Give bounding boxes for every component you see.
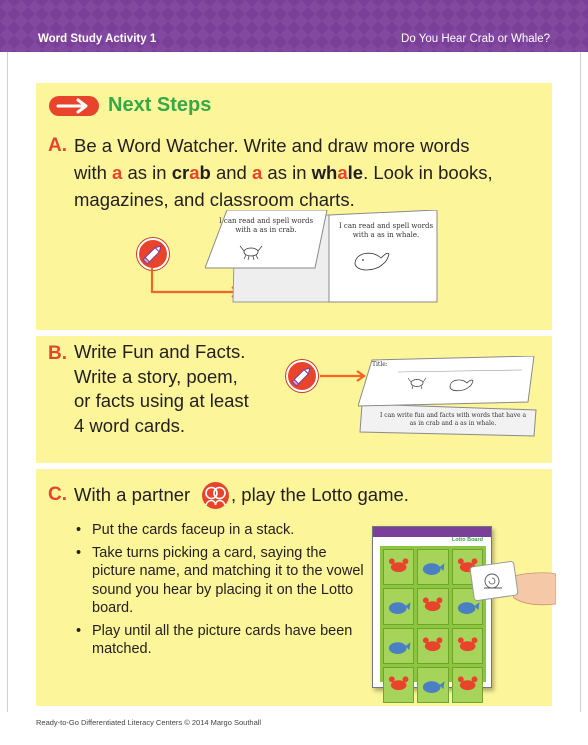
card-title-label: Title: — [372, 361, 388, 368]
lotto-instructions-list — [76, 521, 366, 663]
lotto-cell-crab — [452, 628, 483, 664]
lotto-cell-crab — [417, 588, 448, 624]
whale-icon — [418, 668, 447, 702]
hand-with-card-illustration — [468, 560, 556, 610]
lotto-cell-whale — [383, 588, 414, 624]
header-band — [0, 0, 588, 52]
next-steps-arrow-icon — [48, 95, 100, 117]
lotto-cell-whale — [417, 667, 448, 703]
booklet-left-caption: I can read and spell words with a as in crab. — [218, 217, 314, 234]
lotto-cell-crab — [383, 549, 414, 585]
step-b-letter: B. — [48, 343, 67, 364]
whale-icon — [418, 550, 447, 584]
pencil-badge-b — [286, 360, 318, 392]
crab-icon — [384, 668, 413, 702]
step-b-line3: or facts using at least — [74, 390, 249, 411]
crab-icon — [384, 550, 413, 584]
pencil-badge — [137, 238, 169, 270]
partner-icon — [202, 482, 229, 509]
list-item: • Put the cards faceup in a stack. — [76, 521, 366, 540]
list-item: • Play until all the picture cards have been matched. — [76, 622, 366, 659]
step-b-line1: Write Fun and Facts. — [74, 341, 246, 362]
step-a-text — [74, 132, 544, 213]
fun-facts-caption: I can write fun and facts with words that have a as in crab and a as in whale. — [379, 412, 527, 427]
step-b-text — [74, 340, 284, 438]
step-c-letter: C. — [48, 484, 67, 505]
step-c-text — [74, 481, 190, 508]
step-b-line4: 4 word cards. — [74, 414, 186, 436]
lotto-cell-whale — [383, 628, 414, 664]
whale-icon — [384, 589, 413, 623]
step-b-line2: Write a story, poem, — [74, 365, 238, 387]
crab-icon — [418, 629, 447, 663]
whale-icon — [384, 629, 413, 663]
partner-badge — [202, 482, 229, 509]
lotto-cell-crab — [417, 628, 448, 664]
list-item: • Take turns picking a card, saying the picture name, and matching it to the vowel sound you hear by placing it on the Lotto board. — [76, 544, 366, 618]
activity-label: Word Study Activity 1 — [38, 33, 157, 45]
step-c-text-post: , play the Lotto game. — [231, 484, 409, 505]
crab-icon — [453, 668, 482, 702]
pencil-icon — [288, 362, 316, 390]
footer-copyright: Ready-to-Go Differentiated Literacy Centers © 2014 Margo Southall — [36, 718, 262, 727]
step-a-line3: magazines, and classroom charts. — [74, 189, 355, 210]
lotto-cell-whale — [417, 549, 448, 585]
pencil-icon — [139, 240, 167, 268]
lotto-board-header — [373, 527, 491, 537]
step-a-line2: with a as in crab and a as in whale. Look in books, — [74, 162, 493, 183]
step-c-text-pre: With a partner — [74, 484, 191, 505]
booklet-right-caption: I can read and spell words with a as in whale. — [338, 222, 434, 239]
lotto-cell-crab — [383, 667, 414, 703]
crab-icon — [453, 629, 482, 663]
lotto-cell-crab — [452, 667, 483, 703]
crab-icon — [418, 589, 447, 623]
step-a-line1: Be a Word Watcher. Write and draw more words — [74, 135, 470, 156]
step-a-letter: A. — [48, 135, 67, 156]
page-edge-right — [580, 52, 581, 712]
next-steps-title: Next Steps — [108, 94, 212, 116]
page-title: Do You Hear Crab or Whale? — [401, 33, 550, 45]
lotto-board-title: Lotto Board — [451, 537, 483, 543]
page-edge-left — [7, 52, 8, 712]
